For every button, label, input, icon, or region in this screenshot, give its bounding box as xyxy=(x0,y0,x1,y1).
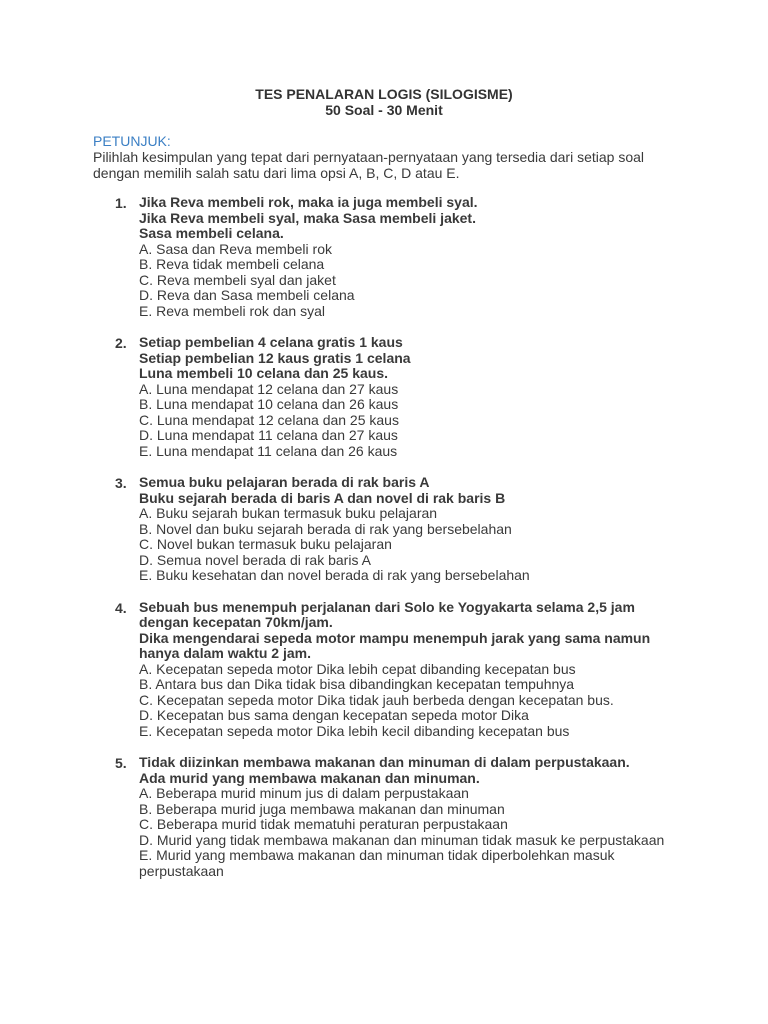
question-number: 5. xyxy=(115,755,127,771)
answer-option: C. Luna mendapat 12 celana dan 25 kaus xyxy=(139,411,399,428)
question-stem-line: Setiap pembelian 4 celana gratis 1 kaus xyxy=(139,334,403,350)
question-stem-line: Sebuah bus menempuh perjalanan dari Solo ke Yogyakarta selama 2,5 jam xyxy=(139,598,635,615)
document-subtitle: 50 Soal - 30 Menit xyxy=(325,102,443,118)
answer-option: B. Reva tidak membeli celana xyxy=(139,256,325,272)
answer-option: E. Luna mendapat 11 celana dan 26 kaus xyxy=(139,442,398,459)
answer-option: D. Reva dan Sasa membeli celana xyxy=(139,287,355,303)
answer-options xyxy=(139,382,715,460)
answer-option: E. Reva membeli rok dan syal xyxy=(139,302,325,319)
question-number: 2. xyxy=(115,335,127,351)
question-number: 3. xyxy=(115,475,127,491)
answer-option: perpustakaan xyxy=(139,862,224,879)
answer-option: E. Murid yang membawa makanan dan minuman tidak diperbolehkan masuk xyxy=(139,847,615,863)
instructions-section xyxy=(93,133,693,181)
answer-option: A. Luna mendapat 12 celana dan 27 kaus xyxy=(139,380,399,397)
question-item xyxy=(115,475,715,584)
answer-option: D. Semua novel berada di rak baris A xyxy=(139,551,371,568)
answer-option: A. Sasa dan Reva membeli rok xyxy=(139,240,332,257)
answer-option: D. Luna mendapat 11 celana dan 27 kaus xyxy=(139,427,398,443)
question-stem-line: Ada murid yang membawa makanan dan minuman. xyxy=(139,769,480,786)
answer-options xyxy=(139,662,715,740)
answer-option: C. Beberapa murid tidak mematuhi peraturan perpustakaan xyxy=(139,816,508,832)
answer-option: C. Novel bukan termasuk buku pelajaran xyxy=(139,536,392,552)
question-stem-line: dengan kecepatan 70km/jam. xyxy=(139,614,333,630)
instructions-text-line-2: dengan memilih salah satu dari lima opsi A, B, C, D atau E. xyxy=(93,165,460,181)
answer-option: C. Kecepatan sepeda motor Dika tidak jauh berbeda dengan kecepatan bus. xyxy=(139,691,614,708)
answer-option: B. Antara bus dan Dika tidak bisa dibandingkan kecepatan tempuhnya xyxy=(139,676,575,692)
answer-option: B. Beberapa murid juga membawa makanan dan minuman xyxy=(139,800,505,817)
question-stem-line: Luna membeli 10 celana dan 25 kaus. xyxy=(139,365,388,381)
answer-options xyxy=(139,506,715,584)
document-header xyxy=(0,86,768,118)
question-stem-line: Setiap pembelian 12 kaus gratis 1 celana xyxy=(139,349,411,366)
question-item xyxy=(115,755,715,879)
question-item xyxy=(115,195,715,319)
question-stem-line: Tidak diizinkan membawa makanan dan minuman di dalam perpustakaan. xyxy=(139,754,630,770)
question-item xyxy=(115,600,715,740)
answer-option: A. Buku sejarah bukan termasuk buku pelajaran xyxy=(139,505,438,521)
answer-option: D. Murid yang tidak membawa makanan dan minuman tidak masuk ke perpustakaan xyxy=(139,831,665,848)
answer-option: A. Kecepatan sepeda motor Dika lebih cepat dibanding kecepatan bus xyxy=(139,660,576,677)
question-number: 1. xyxy=(115,195,127,211)
answer-options xyxy=(139,786,715,879)
answer-option: A. Beberapa murid minum jus di dalam perpustakaan xyxy=(139,785,469,801)
question-stem-line: Sasa membeli celana. xyxy=(139,225,284,241)
answer-option: C. Reva membeli syal dan jaket xyxy=(139,271,336,288)
answer-option: B. Novel dan buku sejarah berada di rak yang bersebelahan xyxy=(139,520,512,537)
question-item xyxy=(115,335,715,459)
question-stem-line: Semua buku pelajaran berada di rak baris A xyxy=(139,474,430,490)
question-number: 4. xyxy=(115,599,127,616)
question-stem-line: Jika Reva membeli syal, maka Sasa membeli jaket. xyxy=(139,209,476,226)
document-title: TES PENALARAN LOGIS (SILOGISME) xyxy=(255,86,513,102)
answer-option: E. Kecepatan sepeda motor Dika lebih kecil dibanding kecepatan bus xyxy=(139,722,570,739)
question-stem-line: Buku sejarah berada di baris A dan novel di rak baris B xyxy=(139,489,506,506)
question-stem-line: hanya dalam waktu 2 jam. xyxy=(139,645,311,661)
instructions-text-line-1: Pilihlah kesimpulan yang tepat dari pernyataan-pernyataan yang tersedia dari setiap soal xyxy=(93,149,645,165)
question-stem-line: Jika Reva membeli rok, maka ia juga membeli syal. xyxy=(139,194,478,210)
question-stem-line: Dika mengendarai sepeda motor mampu menempuh jarak yang sama namun xyxy=(139,629,651,646)
question-list xyxy=(115,195,715,895)
answer-option: D. Kecepatan bus sama dengan kecepatan sepeda motor Dika xyxy=(139,707,529,723)
answer-options xyxy=(139,242,715,320)
instructions-heading: PETUNJUK: xyxy=(93,133,171,149)
answer-option: B. Luna mendapat 10 celana dan 26 kaus xyxy=(139,396,399,412)
answer-option: E. Buku kesehatan dan novel berada di rak yang bersebelahan xyxy=(139,567,530,583)
